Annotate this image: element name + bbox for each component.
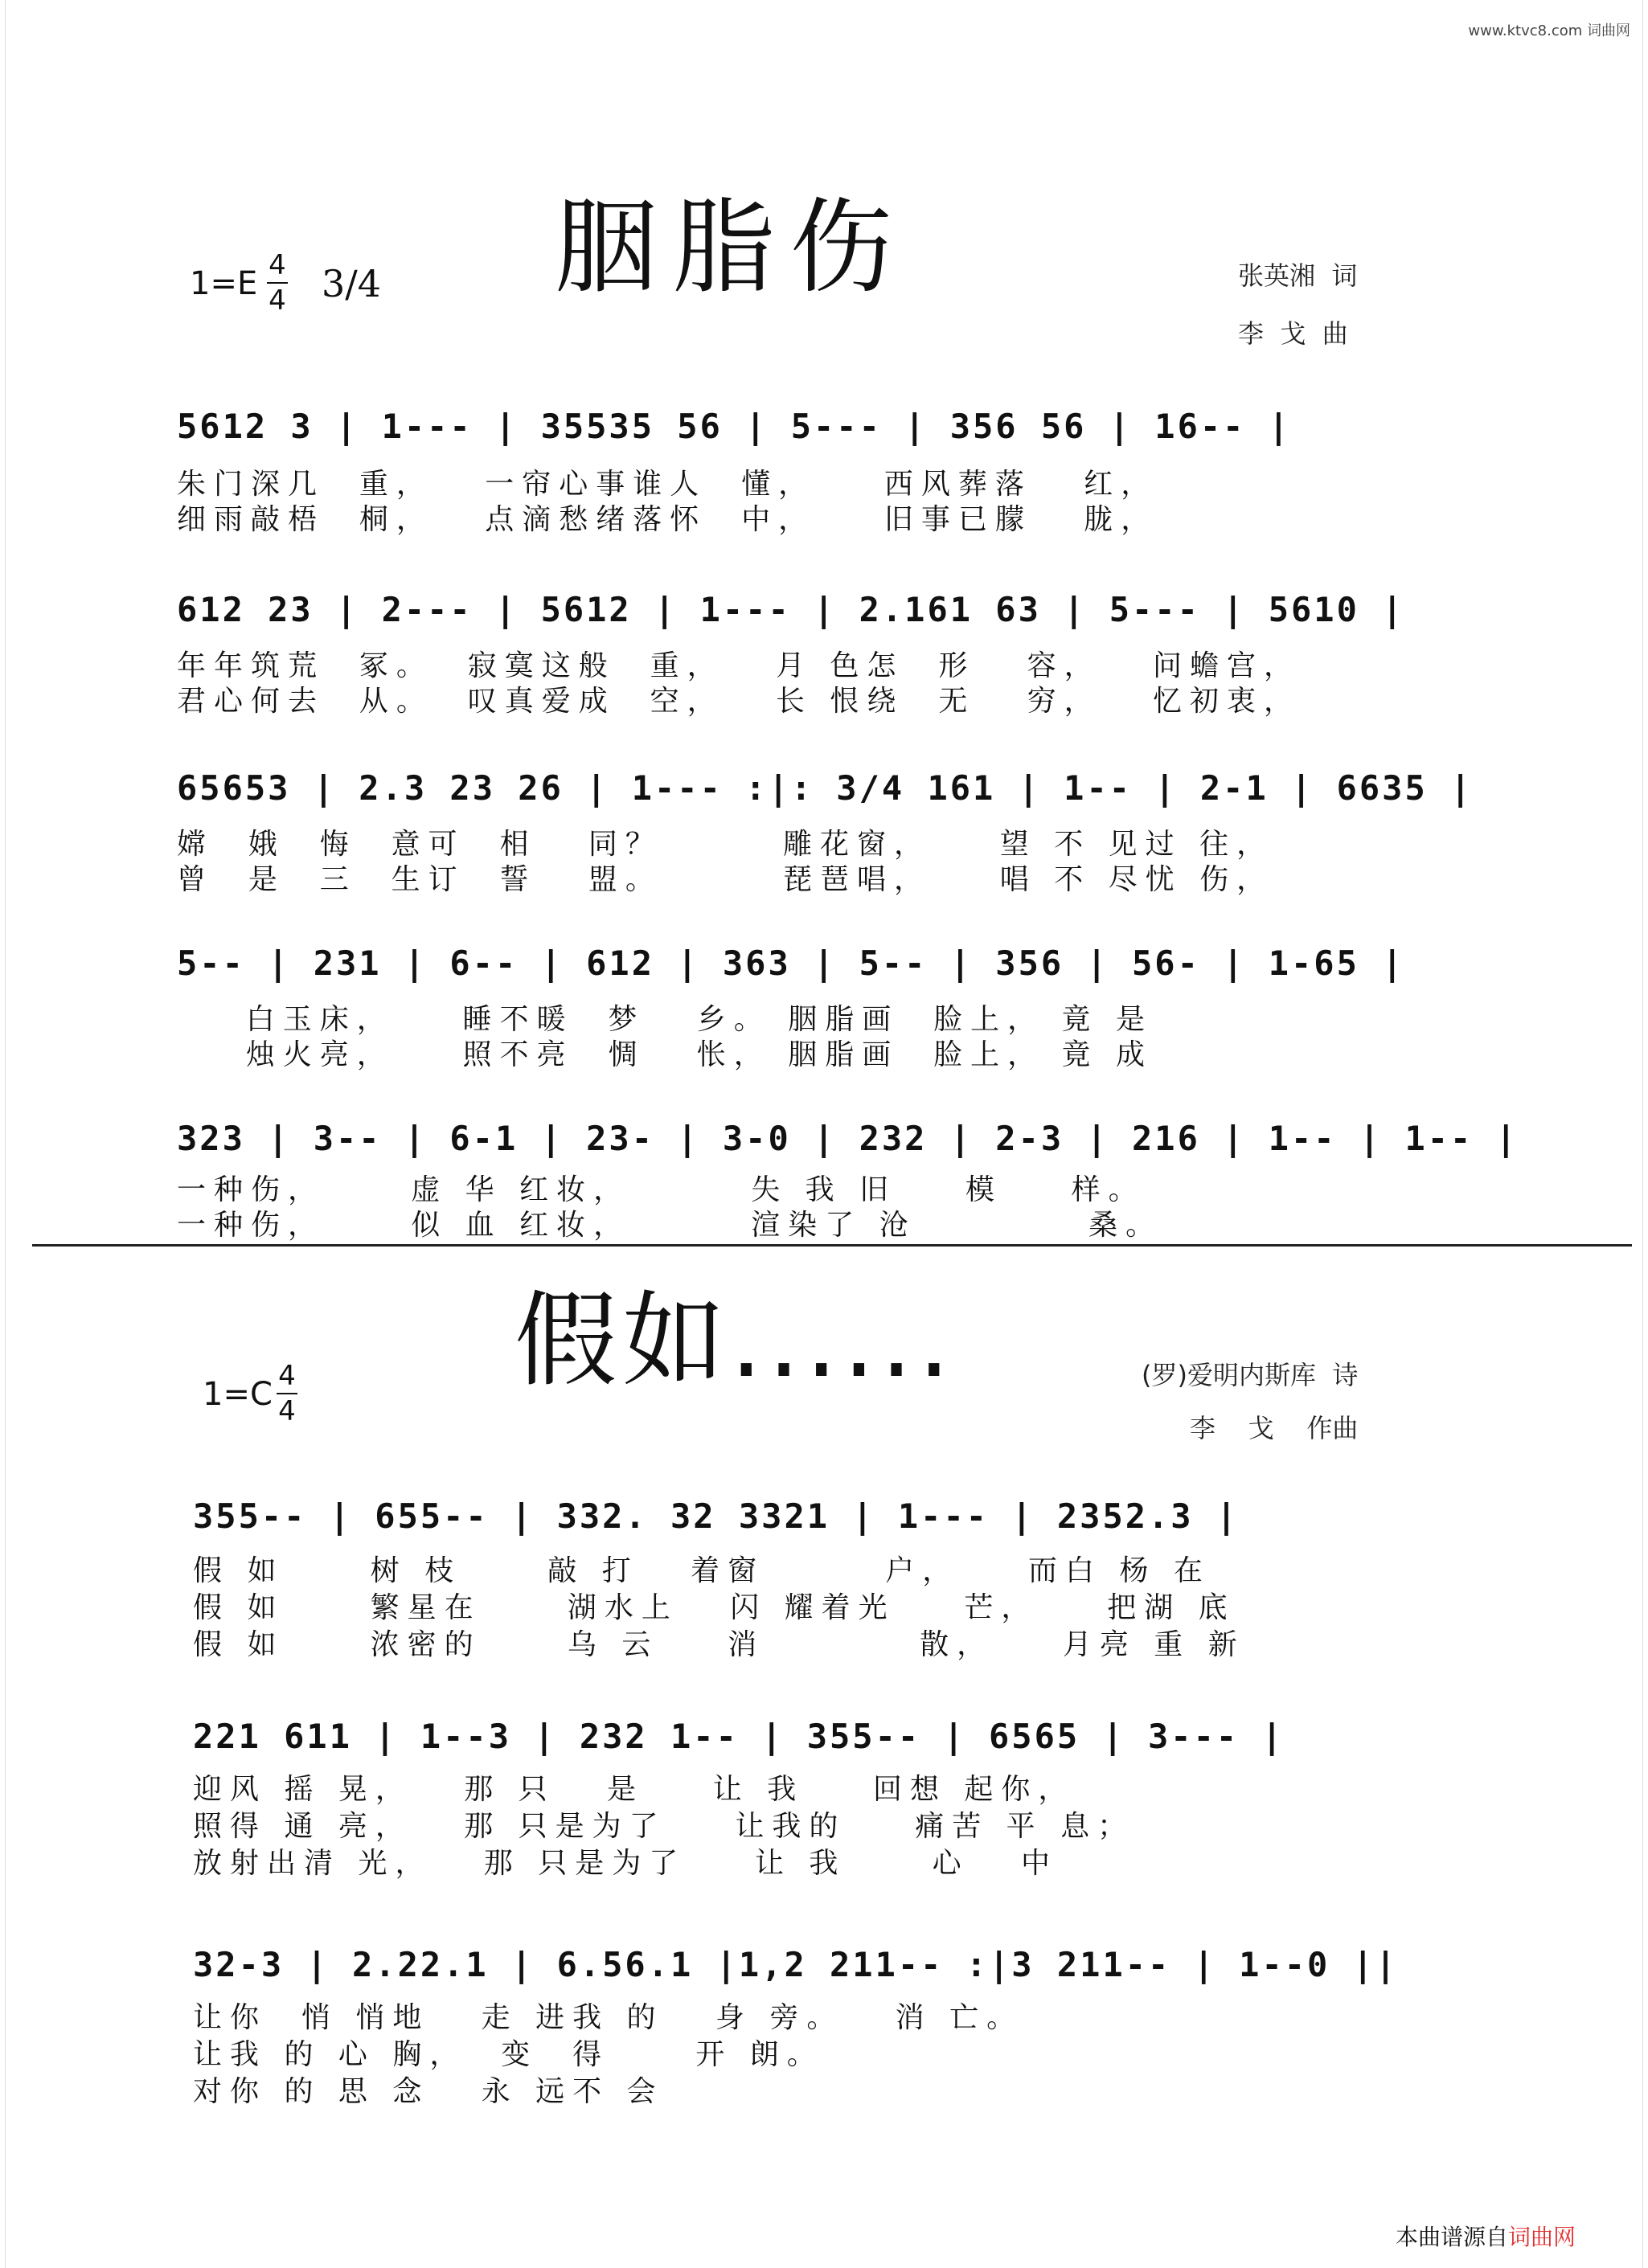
lyric-line: 嫦 娥 悔 意可 相 同？ 雕花窗， 望 不 见过 往，	[177, 828, 1274, 861]
lyricist-credit: (罗)爱明内斯库 诗	[1142, 1360, 1359, 1390]
time-signature-denominator: 4	[269, 285, 286, 317]
lyric-line: 君心何去 从。 叹真爱成 空， 长 恨绕 无 穷， 忆初衷，	[177, 685, 1301, 718]
footer-brand-link[interactable]: 词曲网	[1507, 2224, 1576, 2250]
time-signature-denominator: 4	[278, 1395, 296, 1427]
time-signature-bar	[277, 1393, 297, 1394]
lyric-line: 假 如 浓密的 乌 云 消 散， 月亮 重 新	[193, 1628, 1245, 1661]
key-signature: 1=C	[203, 1376, 273, 1413]
lyric-line: 放射出清 光， 那 只是为了 让 我 心 中	[193, 1847, 1058, 1880]
time-signature-bar	[267, 282, 288, 284]
lyricist-credit: 张英湘 词	[1238, 260, 1358, 291]
notation-line: 32-3 | 2.22.1 | 6.56.1 |1,2 211-- :|3 211-- | 1--0 ||	[193, 1945, 1399, 1984]
song-title: 假如......	[514, 1281, 956, 1401]
lyric-line: 假 如 树 枝 敲 打 着窗 户， 而白 杨 在	[193, 1554, 1211, 1587]
section-divider	[32, 1244, 1632, 1247]
time-signature-numerator: 4	[269, 249, 286, 281]
lyric-line: 让我 的 心 胸， 变 得 开 朗。	[193, 2038, 824, 2071]
lyric-line: 白玉床， 睡不暖 梦 乡。 胭脂画 脸上， 竟 是	[177, 1003, 1153, 1036]
lyric-line: 烛火亮， 照不亮 惆 怅， 胭脂画 脸上， 竟 成	[177, 1038, 1153, 1071]
song-title: 胭脂伤	[555, 188, 908, 308]
lyric-line: 假 如 繁星在 湖水上 闪 耀着光 芒， 把湖 底	[193, 1591, 1236, 1624]
notation-line: 5-- | 231 | 6-- | 612 | 363 | 5-- | 356 | 56- | 1-65 |	[177, 944, 1405, 983]
lyric-line: 曾 是 三 生订 誓 盟。 琵琶唱， 唱 不 尽忧 伤，	[177, 863, 1274, 896]
source-footer	[1396, 2220, 1576, 2252]
site-watermark: www.ktvc8.com 词曲网	[1468, 23, 1630, 39]
footer-prefix: 本曲谱源自	[1395, 2224, 1508, 2250]
notation-line: 65653 | 2.3 23 26 | 1--- :|: 3/4 161 | 1-- | 2-1 | 6635 |	[177, 768, 1474, 808]
lyric-line: 细雨敲梧 桐， 点滴愁绪落怀 中， 旧事已朦 胧，	[177, 503, 1158, 536]
notation-line: 612 23 | 2--- | 5612 | 1--- | 2.161 63 | 5--- | 5610 |	[177, 590, 1405, 629]
lyric-line: 迎风 摇 晃， 那 只 是 让 我 回想 起你，	[193, 1773, 1076, 1806]
notation-line: 355-- | 655-- | 332. 32 3321 | 1--- | 2352.3 |	[193, 1496, 1240, 1536]
lyric-line: 朱门深几 重， 一帘心事谁人 懂， 西风葬落 红，	[177, 468, 1158, 501]
page-edge-left	[5, 0, 6, 2268]
lyric-line: 让你 悄 悄地 走 进我 的 身 旁。 消 亡。	[193, 2001, 1024, 2034]
notation-line: 221 611 | 1--3 | 232 1-- | 355-- | 6565 | 3--- |	[193, 1717, 1285, 1756]
lyric-line: 一种伤， 虚 华 红妆， 失 我 旧 模 样。	[177, 1173, 1146, 1206]
alternate-meter: 3/4	[322, 262, 382, 305]
time-signature-numerator: 4	[278, 1360, 296, 1392]
lyric-line: 一种伤， 似 血 红妆， 渲染了 沧 桑。	[177, 1209, 1163, 1242]
page-edge-right	[1642, 0, 1643, 2268]
lyric-line: 对你 的 思 念 永 远不 会	[193, 2075, 664, 2108]
composer-credit: 李 戈 曲	[1238, 318, 1348, 349]
lyric-line: 照得 通 亮， 那 只是为了 让我的 痛苦 平 息；	[193, 1810, 1135, 1843]
notation-line: 323 | 3-- | 6-1 | 23- | 3-0 | 232 | 2-3 | 216 | 1-- | 1-- |	[177, 1119, 1519, 1158]
lyric-line: 年年筑荒 冢。 寂寞这般 重， 月 色怎 形 容， 问蟾宫，	[177, 649, 1301, 682]
composer-credit: 李 戈 作曲	[1190, 1413, 1359, 1443]
key-signature: 1=E	[190, 265, 258, 302]
notation-line: 5612 3 | 1--- | 35535 56 | 5--- | 356 56 | 16-- |	[177, 407, 1292, 446]
